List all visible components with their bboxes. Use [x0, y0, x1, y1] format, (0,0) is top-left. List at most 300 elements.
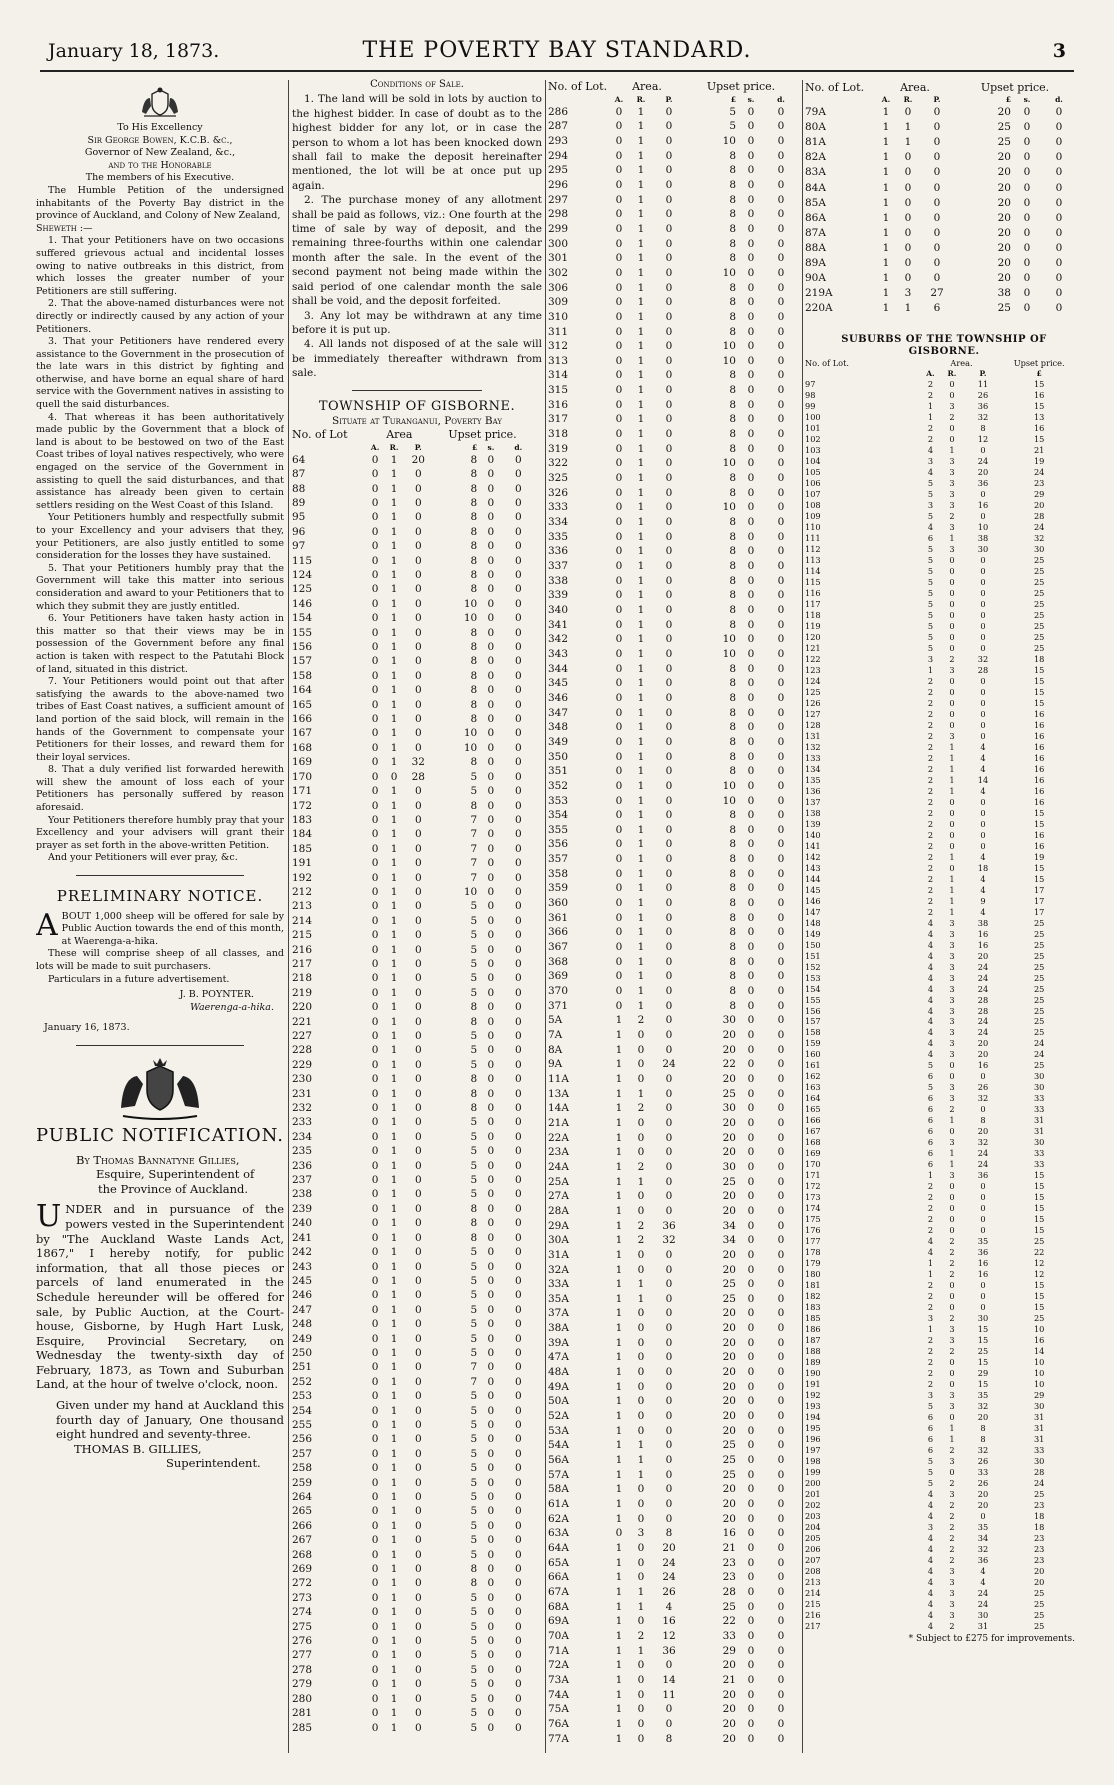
table-row	[548, 1116, 796, 1131]
prelim-body	[36, 907, 284, 949]
value-cell: 0	[414, 1649, 422, 1662]
value-cell: 0	[514, 871, 522, 884]
table-row	[805, 1214, 1075, 1225]
value-cell: 6	[927, 1411, 934, 1422]
table-row	[548, 1541, 796, 1556]
value-cell: 0	[777, 164, 785, 177]
value-cell: 0	[777, 706, 785, 719]
table-row	[805, 1555, 1075, 1566]
table-row	[548, 618, 796, 633]
lot-number-cell: 144	[805, 873, 821, 884]
value-cell: 8	[729, 765, 736, 778]
value-cell: 0	[514, 1375, 522, 1388]
value-cell: 0	[487, 482, 495, 495]
value-cell: 0	[487, 684, 495, 697]
value-cell: 1	[637, 252, 645, 265]
petition-sheweth: Sheweth :—	[36, 222, 93, 234]
value-cell: 1	[615, 1029, 623, 1041]
value-cell: 38	[977, 917, 989, 928]
value-cell: 8	[665, 1732, 673, 1745]
table-row	[548, 134, 796, 149]
value-cell: 0	[777, 809, 785, 822]
lot-number-cell: 158	[805, 1027, 821, 1038]
value-cell: 0	[487, 1663, 495, 1676]
value-cell: 0	[777, 1248, 785, 1261]
value-cell: 4	[927, 467, 934, 478]
lot-number-cell: 161	[805, 1060, 821, 1071]
value-cell: 0	[487, 698, 495, 711]
lot-number-cell: 170	[292, 770, 313, 783]
value-cell: 0	[414, 1274, 422, 1287]
lot-number-cell: 191	[805, 1378, 821, 1389]
table-row	[548, 867, 796, 882]
value-cell: 1	[949, 741, 955, 752]
unit-cell: A.	[926, 369, 935, 379]
table-row	[548, 1365, 796, 1380]
lot-number-cell: 11A	[548, 1072, 569, 1085]
table-row	[548, 105, 796, 120]
table-row	[292, 1432, 532, 1446]
table-row	[292, 1288, 532, 1302]
value-cell: 0	[414, 1346, 422, 1359]
value-cell: 0	[487, 741, 495, 754]
value-cell: 0	[777, 882, 785, 895]
value-cell: 0	[514, 1030, 522, 1042]
value-cell: 1	[637, 413, 645, 426]
value-cell: 32	[977, 1093, 989, 1104]
table-row	[292, 1648, 532, 1662]
value-cell: 8	[729, 882, 736, 895]
value-cell: 0	[637, 1688, 645, 1701]
value-cell: 8	[470, 468, 478, 481]
value-cell: 30	[1033, 544, 1045, 555]
lots-table	[805, 80, 1075, 316]
value-cell: 0	[777, 208, 785, 221]
value-cell: 1	[637, 1439, 645, 1452]
value-cell: 0	[487, 511, 495, 524]
lot-number-cell: 29A	[548, 1219, 569, 1232]
value-cell: 1	[390, 1649, 398, 1662]
value-cell: 8	[470, 482, 478, 495]
lot-number-cell: 199	[805, 1466, 821, 1477]
value-cell: 0	[1023, 151, 1031, 164]
unit-cell: P.	[665, 94, 673, 104]
table-row	[292, 453, 532, 467]
lot-number-cell: 122	[805, 654, 821, 664]
value-cell: 2	[949, 1444, 955, 1455]
value-cell: 0	[487, 885, 495, 898]
value-cell: 0	[777, 1439, 785, 1452]
value-cell: 8	[729, 384, 736, 397]
value-cell: 0	[487, 900, 495, 913]
value-cell: 23	[1033, 1532, 1045, 1543]
value-cell: 5	[470, 1433, 478, 1446]
value-cell: 0	[949, 632, 955, 643]
address-line: To His Excellency	[117, 122, 203, 133]
value-cell: 0	[777, 985, 785, 998]
value-cell: 0	[747, 1160, 755, 1173]
value-cell: 8	[470, 713, 478, 726]
value-cell: 8	[470, 669, 478, 682]
value-cell: 24	[662, 1058, 676, 1071]
value-cell: 1	[927, 1258, 934, 1269]
table-row	[805, 1148, 1075, 1159]
value-cell: 0	[665, 472, 673, 485]
value-cell: 0	[747, 1395, 755, 1408]
suburbs-title: SUBURBS OF THE TOWNSHIP OF GISBORNE.	[841, 334, 1047, 358]
value-cell: 0	[514, 597, 522, 610]
lot-number-cell: 146	[805, 895, 821, 906]
unit-cell	[292, 443, 366, 453]
table-row	[292, 654, 532, 668]
table-row	[292, 1216, 532, 1230]
column-2	[292, 78, 542, 1735]
value-cell: 9	[980, 895, 986, 906]
value-cell: 0	[514, 1678, 522, 1691]
value-cell: 20	[977, 1126, 989, 1137]
value-cell: 0	[747, 1527, 755, 1540]
value-cell: 0	[777, 1029, 785, 1041]
value-cell: 0	[747, 1307, 755, 1320]
table-row	[548, 1526, 796, 1541]
divider	[76, 1045, 244, 1046]
lot-number-cell: 168	[805, 1137, 821, 1148]
value-cell: 0	[414, 1044, 422, 1057]
value-cell: 0	[665, 1072, 673, 1085]
value-cell: 15	[1033, 664, 1045, 675]
lot-number-cell: 206	[805, 1543, 821, 1554]
value-cell: 0	[747, 603, 755, 616]
value-cell: 0	[949, 555, 955, 566]
value-cell: 0	[777, 1673, 785, 1686]
value-cell: 1	[637, 735, 645, 748]
value-cell: 1	[637, 1468, 645, 1481]
value-cell: 8	[729, 574, 736, 587]
royal-crest-icon	[36, 86, 284, 118]
lot-number-cell: 181	[805, 1280, 821, 1291]
value-cell: 0	[949, 1411, 955, 1422]
lot-number-cell: 230	[292, 1073, 313, 1086]
value-cell: 0	[777, 721, 785, 734]
value-cell: 1	[390, 612, 398, 625]
value-cell: 2	[927, 1280, 934, 1291]
value-cell: 0	[414, 1519, 422, 1532]
value-cell: 0	[665, 853, 673, 866]
value-cell: 1	[637, 1644, 645, 1657]
value-cell: 1	[390, 713, 398, 726]
value-cell: 10	[1033, 1378, 1045, 1389]
lot-number-cell: 213	[805, 1576, 821, 1587]
value-cell: 0	[777, 1087, 785, 1100]
table-row	[548, 339, 796, 354]
lot-number-cell: 278	[292, 1663, 313, 1676]
lot-number-cell: 124	[805, 675, 821, 686]
value-cell: 0	[371, 929, 379, 942]
public-by: the Province of Auckland.	[98, 1181, 249, 1196]
value-cell: 0	[747, 1087, 755, 1100]
lot-number-cell: 345	[548, 677, 569, 690]
table-row	[805, 1335, 1075, 1346]
value-cell: 0	[904, 257, 912, 270]
value-cell: 0	[904, 166, 912, 179]
table-row	[805, 808, 1075, 819]
lot-number-cell: 241	[292, 1231, 313, 1244]
value-cell: 5	[470, 1476, 478, 1489]
value-cell: 0	[747, 1116, 755, 1129]
petition-paragraph: 3. That your Petitioners have rendered every assistance to the Government in the prosecution of the late wars in this district by fighting and otherwise, and have borne an equal share of hard service with the Government natives in assisting to quell the said disturbances.	[36, 336, 284, 411]
value-cell: 2	[927, 741, 934, 752]
value-cell: 0	[414, 1418, 422, 1431]
value-cell: 0	[777, 1175, 785, 1188]
value-cell: 0	[487, 1346, 495, 1359]
value-cell: 0	[980, 555, 986, 566]
value-cell: 5	[927, 599, 934, 610]
value-cell: 0	[980, 588, 986, 599]
value-cell: 0	[615, 603, 623, 616]
value-cell: 0	[777, 369, 785, 382]
table-row	[805, 489, 1075, 500]
value-cell: 0	[414, 1015, 422, 1028]
value-cell: 0	[371, 885, 379, 898]
prelim-signer: J. B. POYNTER.	[179, 989, 254, 1001]
value-cell: 0	[371, 540, 379, 553]
value-cell: 1	[390, 1246, 398, 1259]
value-cell: 4	[980, 1576, 986, 1587]
lot-number-cell: 366	[548, 926, 569, 939]
value-cell: 0	[615, 999, 623, 1012]
value-cell: 12	[662, 1629, 676, 1642]
value-cell: 0	[487, 1476, 495, 1489]
value-cell: 8	[729, 310, 736, 323]
lot-number-cell: 89A	[805, 257, 826, 270]
value-cell: 0	[514, 1548, 522, 1561]
value-cell: 0	[747, 589, 755, 602]
lot-number-cell: 83A	[805, 166, 826, 179]
lot-number-cell: 252	[292, 1375, 313, 1388]
value-cell: 0	[949, 1214, 955, 1225]
value-cell: 1	[390, 1707, 398, 1720]
value-cell: 0	[747, 911, 755, 924]
value-cell: 36	[662, 1644, 676, 1657]
lot-number-cell: 35A	[548, 1292, 569, 1305]
value-cell: 1	[390, 943, 398, 956]
table-row	[548, 969, 796, 984]
value-cell: 1	[882, 226, 890, 239]
value-cell: 0	[371, 684, 379, 697]
value-cell: 0	[777, 1058, 785, 1071]
value-cell: 8	[729, 955, 736, 968]
value-cell: 0	[487, 1044, 495, 1057]
lot-number-cell: 53A	[548, 1424, 569, 1437]
value-cell: 0	[933, 241, 941, 254]
table-row	[548, 794, 796, 809]
value-cell: 0	[665, 1248, 673, 1261]
address-line: The members of his Executive.	[85, 172, 235, 184]
value-cell: 4	[927, 1038, 934, 1049]
value-cell: 1	[882, 302, 890, 315]
value-cell: 8	[729, 560, 736, 572]
value-cell: 0	[487, 957, 495, 970]
lot-number-cell: 239	[292, 1202, 313, 1215]
value-cell: 2	[927, 862, 934, 873]
value-cell: 36	[977, 401, 989, 412]
value-cell: 0	[665, 706, 673, 719]
table-row	[548, 310, 796, 325]
value-cell: 34	[722, 1234, 736, 1247]
value-cell: 1	[615, 1483, 623, 1496]
value-cell: 1	[390, 1375, 398, 1388]
lot-number-cell: 360	[548, 897, 569, 910]
public-given: Given under my hand at Auckland this fourth day of January, One thousand eight hundred and seventy-three.	[56, 1398, 284, 1442]
lot-number-cell: 193	[805, 1400, 821, 1411]
table-row	[292, 1461, 532, 1475]
value-cell: 0	[487, 1030, 495, 1042]
value-cell: 1	[949, 533, 955, 544]
value-cell: 25	[1033, 972, 1045, 983]
lot-number-cell: 136	[805, 785, 821, 796]
value-cell: 0	[514, 698, 522, 711]
value-cell: 1	[615, 1468, 623, 1481]
table-row	[292, 1605, 532, 1619]
value-cell: 0	[747, 252, 755, 265]
value-cell: 0	[747, 340, 755, 353]
value-cell: 33	[977, 1466, 989, 1477]
value-cell: 32	[977, 1137, 989, 1148]
value-cell: 5	[470, 1303, 478, 1316]
value-cell: 1	[390, 511, 398, 524]
table-row	[805, 599, 1075, 610]
value-cell: 0	[487, 1318, 495, 1331]
value-cell: 5	[470, 1145, 478, 1158]
value-cell: 2	[927, 686, 934, 697]
lot-number-cell: 124	[292, 569, 313, 581]
table-row	[292, 712, 532, 726]
value-cell: 0	[487, 1102, 495, 1115]
lot-number-cell: 309	[548, 296, 569, 309]
value-cell: 3	[949, 730, 955, 741]
table-row	[292, 1303, 532, 1317]
value-cell: 8	[729, 530, 736, 543]
value-cell: 0	[747, 897, 755, 910]
address-line: Sir George Bowen, K.C.B. &c.,	[87, 134, 233, 146]
value-cell: 3	[949, 1455, 955, 1466]
table-row	[548, 1732, 796, 1747]
lot-number-cell: 269	[292, 1563, 313, 1576]
lot-number-cell: 89	[292, 496, 306, 509]
lot-number-cell: 195	[805, 1422, 821, 1433]
value-cell: 1	[882, 121, 890, 134]
value-cell: 23	[1033, 1543, 1045, 1554]
lot-number-cell: 134	[805, 763, 821, 774]
table-row	[805, 181, 1075, 196]
value-cell: 0	[414, 1174, 422, 1187]
value-cell: 0	[414, 914, 422, 927]
lot-number-cell: 336	[548, 545, 569, 558]
value-cell: 1	[390, 1591, 398, 1604]
table-row	[292, 1274, 532, 1288]
lot-number-cell: 172	[805, 1181, 821, 1192]
table-row	[548, 955, 796, 970]
lot-number-cell: 71A	[548, 1644, 569, 1657]
value-cell: 0	[615, 985, 623, 998]
lot-number-cell: 216	[805, 1609, 821, 1620]
value-cell: 0	[980, 1071, 986, 1082]
value-cell: 0	[980, 1225, 986, 1236]
divider	[352, 390, 482, 391]
value-cell: 1	[615, 1131, 623, 1144]
value-cell: 0	[615, 296, 623, 309]
value-cell: 0	[777, 794, 785, 807]
unit-cell: A.	[370, 442, 380, 452]
lot-number-cell: 185	[292, 842, 313, 855]
value-cell: 1	[390, 1606, 398, 1619]
value-cell: 1	[637, 296, 645, 309]
value-cell: 0	[777, 897, 785, 910]
lot-number-cell: 22A	[548, 1131, 569, 1144]
value-cell: 1	[927, 1324, 934, 1335]
value-cell: 8	[729, 296, 736, 309]
table-row	[548, 764, 796, 779]
value-cell: 0	[414, 1231, 422, 1244]
value-cell: 0	[904, 211, 912, 224]
value-cell: 2	[637, 1629, 645, 1642]
value-cell: 0	[665, 354, 673, 367]
value-cell: 0	[615, 178, 623, 191]
value-cell: 4	[927, 1576, 934, 1587]
value-cell: 1	[882, 257, 890, 270]
value-cell: 3	[927, 654, 934, 664]
value-cell: 0	[371, 612, 379, 625]
value-cell: 0	[747, 941, 755, 954]
lot-number-cell: 357	[548, 853, 569, 866]
value-cell: 0	[747, 823, 755, 836]
value-cell: 4	[927, 1587, 934, 1598]
value-cell: 1	[949, 785, 955, 796]
value-cell: 0	[414, 1102, 422, 1115]
value-cell: 3	[949, 1005, 955, 1016]
value-cell: 0	[777, 1512, 785, 1525]
value-cell: 0	[665, 457, 673, 470]
value-cell: 0	[777, 560, 785, 572]
value-cell: 0	[949, 577, 955, 588]
value-cell: 0	[371, 1721, 379, 1734]
value-cell: 25	[1033, 1598, 1045, 1609]
value-cell: 1	[390, 1519, 398, 1532]
value-cell: 5	[470, 1447, 478, 1460]
value-cell: 0	[933, 166, 941, 179]
value-cell: 3	[927, 1389, 934, 1400]
value-cell: 1	[390, 1318, 398, 1331]
value-cell: 0	[747, 1512, 755, 1525]
value-cell: 8	[729, 164, 736, 177]
value-cell: 0	[777, 1424, 785, 1437]
table-row	[805, 775, 1075, 786]
value-cell: 0	[371, 1534, 379, 1547]
lot-number-cell: 189	[805, 1357, 821, 1367]
value-cell: 1	[949, 763, 955, 774]
value-cell: 8	[470, 1102, 478, 1115]
value-cell: 0	[777, 677, 785, 690]
table-row	[292, 971, 532, 985]
value-cell: 0	[487, 1635, 495, 1648]
value-cell: 0	[615, 721, 623, 734]
value-cell: 0	[487, 1433, 495, 1446]
value-cell: 1	[637, 545, 645, 558]
value-cell: 0	[371, 1635, 379, 1648]
value-cell: 1	[390, 857, 398, 870]
table-row	[805, 1599, 1075, 1610]
value-cell: 8	[729, 750, 736, 763]
